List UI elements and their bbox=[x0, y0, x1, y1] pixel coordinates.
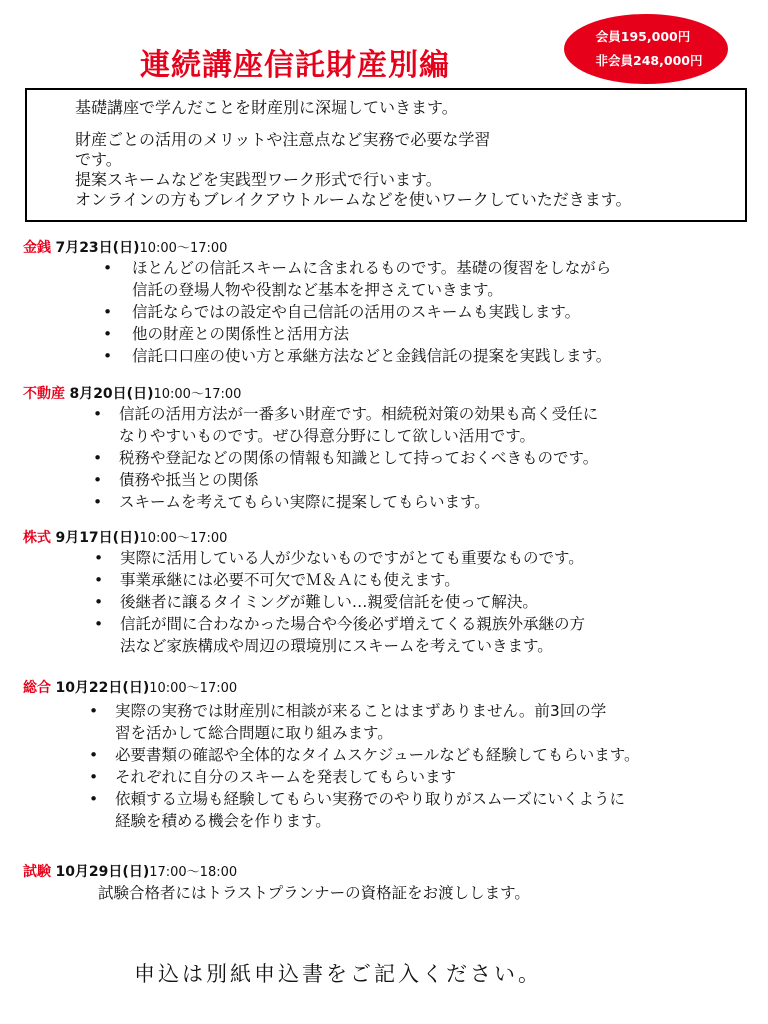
bullet-item bbox=[23, 257, 758, 301]
bullet-item bbox=[23, 491, 758, 513]
bullet-text: 必要書類の確認や全体的なタイムスケジュールなども経験してもらいます。 bbox=[115, 746, 640, 764]
page-title: 連続講座信託財産別編 bbox=[140, 48, 450, 83]
intro-line: オンラインの方もブレイクアウトルームなどを使いワークしていただきます。 bbox=[75, 190, 632, 209]
bullet-text: 税務や登記などの関係の情報も知識として持っておくべきものです。 bbox=[119, 449, 599, 467]
bullet-text: 実際に活用している人が少ないものですがとても重要なものです。 bbox=[120, 549, 584, 567]
section-header bbox=[23, 530, 758, 547]
bullet-icon: • bbox=[94, 593, 104, 611]
section-exam bbox=[23, 864, 758, 905]
bullet-icon: • bbox=[103, 347, 113, 365]
member-price: 会員195,000円 bbox=[595, 29, 691, 44]
section-date: 8月20日(日) bbox=[69, 386, 154, 402]
section-time: 10:00～17:00 bbox=[139, 241, 228, 256]
bullet-text: 信託の活用方法が一番多い財産です。相続税対策の効果も高く受任に bbox=[119, 405, 599, 423]
bullet-text: ほとんどの信託スキームに含まれるものです。基礎の復習をしながら bbox=[132, 259, 612, 277]
section-header bbox=[23, 386, 758, 403]
bullet-text: 信託口口座の使い方と承継方法などと金銭信託の提案を実践します。 bbox=[132, 347, 612, 365]
bullet-icon: • bbox=[94, 571, 104, 589]
bullet-item bbox=[23, 469, 758, 491]
bullet-item bbox=[23, 403, 758, 447]
bullet-text: 債務や抵当との関係 bbox=[119, 471, 259, 489]
section-time: 10:00～17:00 bbox=[153, 387, 242, 402]
bullet-icon: • bbox=[93, 405, 103, 423]
bullet-icon: • bbox=[103, 259, 113, 277]
bullet-text: 信託が間に合わなかった場合や今後必ず増えてくる親族外承継の方 bbox=[120, 615, 586, 633]
bullet-item bbox=[23, 447, 758, 469]
bullet-text: 実際の実務では財産別に相談が来ることはまずありません。前3回の学 bbox=[115, 702, 607, 720]
bullet-icon: • bbox=[89, 702, 99, 720]
section-kinsen bbox=[23, 240, 758, 367]
section-kabushiki bbox=[23, 530, 758, 657]
bullet-text: 事業承継には必要不可欠でＭ＆Ａにも使えます。 bbox=[120, 571, 460, 589]
bullet-text: 後継者に譲るタイミングが難しい…親愛信託を使って解決。 bbox=[120, 593, 538, 611]
section-time: 10:00～17:00 bbox=[149, 681, 238, 696]
nonmember-price: 非会員248,000円 bbox=[595, 53, 703, 68]
section-category: 株式 bbox=[23, 530, 51, 546]
section-date: 10月22日(日) bbox=[55, 680, 150, 696]
bullet-icon: • bbox=[93, 471, 103, 489]
section-sogo bbox=[23, 680, 758, 832]
bullet-text: 依頼する立場も経験してもらい実務でのやり取りがスムーズにいくように bbox=[115, 790, 625, 808]
application-note: 申込は別紙申込書をご記入ください。 bbox=[134, 962, 542, 986]
intro-line: です。 bbox=[75, 150, 122, 169]
intro-line: 提案スキームなどを実践型ワーク形式で行います。 bbox=[75, 170, 442, 189]
bullet-list bbox=[23, 257, 758, 367]
section-category: 総合 bbox=[23, 680, 51, 696]
bullet-list bbox=[23, 547, 758, 657]
section-category: 金銭 bbox=[23, 240, 51, 256]
bullet-icon: • bbox=[93, 449, 103, 467]
section-date: 10月29日(日) bbox=[55, 864, 150, 880]
bullet-text: 他の財産との関係性と活用方法 bbox=[132, 325, 350, 343]
bullet-icon: • bbox=[94, 615, 104, 633]
bullet-item bbox=[23, 613, 758, 657]
bullet-list bbox=[23, 700, 758, 832]
bullet-text: スキームを考えてもらい実際に提案してもらいます。 bbox=[119, 493, 490, 511]
intro-line: 財産ごとの活用のメリットや注意点など実務で必要な学習 bbox=[75, 130, 491, 149]
bullet-item bbox=[23, 788, 758, 832]
bullet-list bbox=[23, 403, 758, 513]
bullet-text: 法など家族構成や周辺の環境別にスキームを考えていきます。 bbox=[120, 637, 553, 655]
exam-note: 試験合格者にはトラストプランナーの資格証をお渡しします。 bbox=[98, 884, 530, 902]
section-date: 9月17日(日) bbox=[55, 530, 140, 546]
bullet-icon: • bbox=[89, 746, 99, 764]
section-time: 17:00～18:00 bbox=[149, 865, 238, 880]
section-header bbox=[23, 240, 758, 257]
section-category: 不動産 bbox=[23, 386, 65, 402]
section-date: 7月23日(日) bbox=[55, 240, 140, 256]
bullet-text: 信託の登場人物や役割など基本を押さえていきます。 bbox=[132, 281, 503, 299]
bullet-item bbox=[23, 301, 758, 323]
bullet-item bbox=[23, 700, 758, 744]
bullet-item bbox=[23, 744, 758, 766]
bullet-icon: • bbox=[103, 325, 113, 343]
bullet-item bbox=[23, 569, 758, 591]
section-header bbox=[23, 864, 758, 881]
intro-box bbox=[25, 88, 747, 222]
bullet-item bbox=[23, 547, 758, 569]
bullet-icon: • bbox=[89, 768, 99, 786]
bullet-text: なりやすいものです。ぜひ得意分野にして欲しい活用です。 bbox=[119, 427, 536, 445]
bullet-text: それぞれに自分のスキームを発表してもらいます bbox=[115, 768, 457, 786]
section-header bbox=[23, 680, 758, 697]
bullet-text: 習を活かして総合問題に取り組みます。 bbox=[115, 724, 393, 742]
bullet-icon: • bbox=[103, 303, 113, 321]
price-badge bbox=[564, 14, 728, 84]
bullet-icon: • bbox=[93, 493, 103, 511]
section-time: 10:00～17:00 bbox=[139, 531, 228, 546]
intro-line: 基礎講座で学んだことを財産別に深堀していきます。 bbox=[75, 98, 458, 117]
bullet-icon: • bbox=[94, 549, 104, 567]
bullet-item bbox=[23, 323, 758, 345]
bullet-icon: • bbox=[89, 790, 99, 808]
section-category: 試験 bbox=[23, 864, 51, 880]
bullet-item bbox=[23, 591, 758, 613]
section-fudosan bbox=[23, 386, 758, 513]
bullet-text: 信託ならではの設定や自己信託の活用のスキームも実践します。 bbox=[132, 303, 581, 321]
bullet-item bbox=[23, 766, 758, 788]
bullet-item bbox=[23, 345, 758, 367]
bullet-text: 経験を積める機会を作ります。 bbox=[115, 812, 331, 830]
